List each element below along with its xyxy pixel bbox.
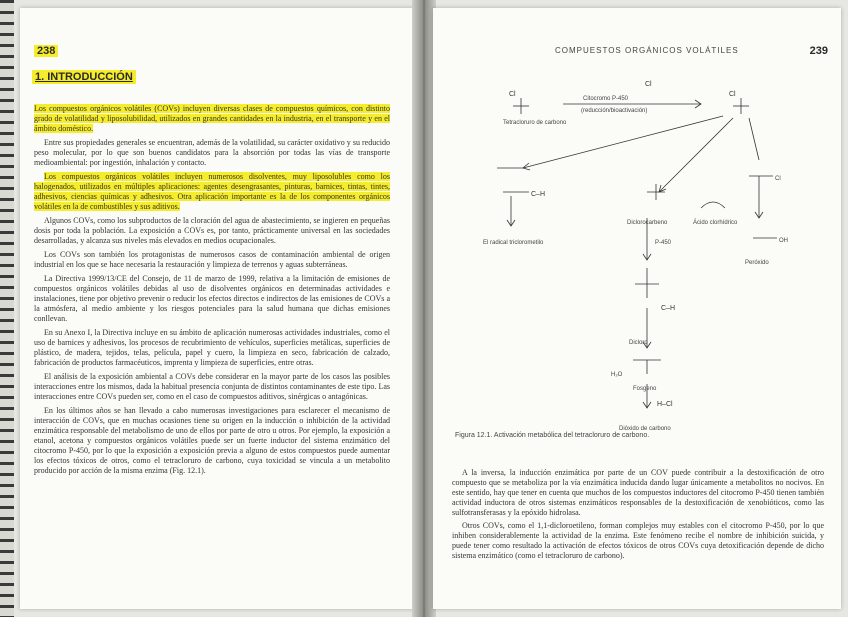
paragraph-1: Los compuestos orgánicos volátiles (COVs) incluyen diversas clases de compuestos químicos, con distinto grado de volatilidad y liposolubilidad, utilizados en grandes cantidades en la industria, en el transporte y en el ámbito doméstico.	[34, 104, 390, 133]
paragraph-6: La Directiva 1999/13/CE del Consejo, de 11 de marzo de 1999, relativa a la limitación de emisiones de compuestos orgánicos volátiles debidas al uso de disolventes orgánicos en determinadas actividades e instalaciones, tiene por objetivo prevenir o reducir los efectos directos e indirectos de las emisiones de COVs a la atmósfera, al medio ambiente y los riesgos potenciales para la salud humana que dichas emisiones conllevan.	[34, 274, 390, 323]
p450-label: P-450	[655, 240, 672, 246]
oh-label: OH	[779, 238, 788, 244]
running-head: COMPUESTOS ORGÁNICOS VOLÁTILES	[555, 46, 739, 55]
paragraph-2: Entre sus propiedades generales se encuentran, además de la volatilidad, su carácter oxidativo y su reducido peso molecular, por lo que son buenos candidatos para la absorción por todas las vías de transporte medioambiental: por ingestión, inhalación y contacto.	[34, 138, 390, 167]
figure-caption: Figura 12.1. Activación metabólica del tetracloruro de carbono.	[455, 432, 650, 439]
left-page-number: 238	[34, 45, 58, 57]
ccl4-cl-top: Cl	[509, 91, 516, 98]
right-body-text	[452, 468, 824, 564]
center-ch: C–H	[661, 305, 676, 312]
paragraph-4: Algunos COVs, como los subproductos de la cloración del agua de abastecimiento, se ingieren en pequeñas dosis por toda la población. La exposición a COVs es, por tanto, prácticamente universal en las sociedades desarrolladas, y alcanza sus niveles más elevados en medios ocupacionales.	[34, 216, 390, 245]
enzyme-sublabel: (reducción/bioactivación)	[581, 108, 648, 114]
fosgeno-label: Fosgeno	[633, 386, 657, 392]
peroxido-label: Peróxido	[745, 260, 769, 266]
acido-label: Ácido clorhídrico	[693, 220, 738, 226]
paragraph-8: El análisis de la exposición ambiental a COVs debe considerar en la mayor parte de los casos las posibles interacciones entre los mismos, dada la habitual presencia conjunta de distintos contaminantes de este tipo. Las interacciones entre COVs pueden ser, como en el caso de compuestos aditivos, sinérgicas o antagónicas.	[34, 372, 390, 401]
paragraph-7: En su Anexo I, la Directiva incluye en su ámbito de aplicación numerosas actividades industriales, como el uso de barnices y adhesivos, los procesos de recubrimiento de vehículos, superficies metálicas, superficies de plástico, de madera, tejidos, telas, película, papel y cuero, la limpieza en seco, fabricación de calzado, fabricación de productos farmacéuticos, imprenta y limpieza de superficies, entre otras.	[34, 328, 390, 367]
hcl-label: H–Cl	[657, 401, 673, 408]
paragraph-3: Los compuestos orgánicos volátiles incluyen numerosos disolventes, muy liposolubles como los halogenados, utilizados en múltiples aplicaciones: agentes desengrasantes, pinturas, barnices, tintas, tintes, adhesivos, ciencias químicas y adhesivos. Otra aplicación importante es la de los componentes orgánicos volátiles en la de combustibles y sus aditivos.	[34, 172, 390, 211]
left-body-text	[34, 104, 390, 480]
dicloro-label: Dicloro	[629, 340, 648, 346]
right-paragraph-2: Otros COVs, como el 1,1-dicloroetileno, forman complejos muy estables con el citocromo P-450, por lo que inhiben considerablemente la actividad de la enzima. Este fenómeno recibe el nombre de inhibición suicida, y puede tener como resultado la activación de efectos tóxicos de otros COVs cuya detoxificación depende de dicho sistema enzimático (como el tetracloruro de carbono).	[452, 521, 824, 560]
peroxide-o: Cl	[775, 176, 781, 182]
co2-label: Dióxido de carbono	[619, 426, 671, 432]
right-page-number: 239	[809, 45, 828, 57]
diclorocarbeno-label: Diclorocarbeno	[627, 220, 668, 226]
right-paragraph-1: A la inversa, la inducción enzimática por parte de un COV puede contribuir a la destoxificación de otro compuesto que se metaboliza por la vía enzimática inducida dando lugar únicamente a metabolitos no nocivos. En este sentido, hay que tener en cuenta que muchos de los compuestos inductores del citocromo P-450 tienen también actividad inductora de otros sistemas enzimáticos responsables de la destoxificación de xenobióticos, como las sulfotransferasas y la epóxido hidrolasa.	[452, 468, 824, 517]
h2o-label: H₂O	[611, 372, 623, 378]
cl-radical: Cl	[645, 81, 652, 88]
left-ch: C–H	[531, 191, 546, 198]
radical-label: El radical triclorometilo	[483, 240, 544, 246]
spiral-binding	[0, 0, 14, 617]
enzyme-label: Citocromo P-450	[583, 96, 629, 102]
paragraph-9: En los últimos años se han llevado a cabo numerosas investigaciones para esclarecer el mecanismo de interacción de COVs, que en muchas ocasiones tiene su origen en la inducción o inhibición de la actividad enzimática responsable del metabolismo de uno de ellos por parte de otro u otros. Por ejemplo, la exposición a etanol, acetona y compuestos orgánicos volátiles puede ser un fuerte inductor del sistema enzimático del citocromo P-450, por lo que la exposición a exposición previa a alguno de estos compuestos puede aumentar los efectos tóxicos de otros, como el tetracloruro de carbono, cuya toxicidad se vincula a un metabolito producido por acción de la misma enzima (Fig. 12.1).	[34, 406, 390, 475]
metabolism-diagram	[433, 68, 841, 438]
ccl4-label: Tetracloruro de carbono	[503, 120, 567, 126]
center-cl: Cl	[729, 91, 736, 98]
paragraph-5: Los COVs son también los protagonistas de numerosos casos de contaminación ambiental de origen industrial en los que se hace necesaria la restauración y limpieza de terrenos y aguas subterráneas.	[34, 250, 390, 269]
section-title: 1. INTRODUCCIÓN	[32, 70, 136, 84]
